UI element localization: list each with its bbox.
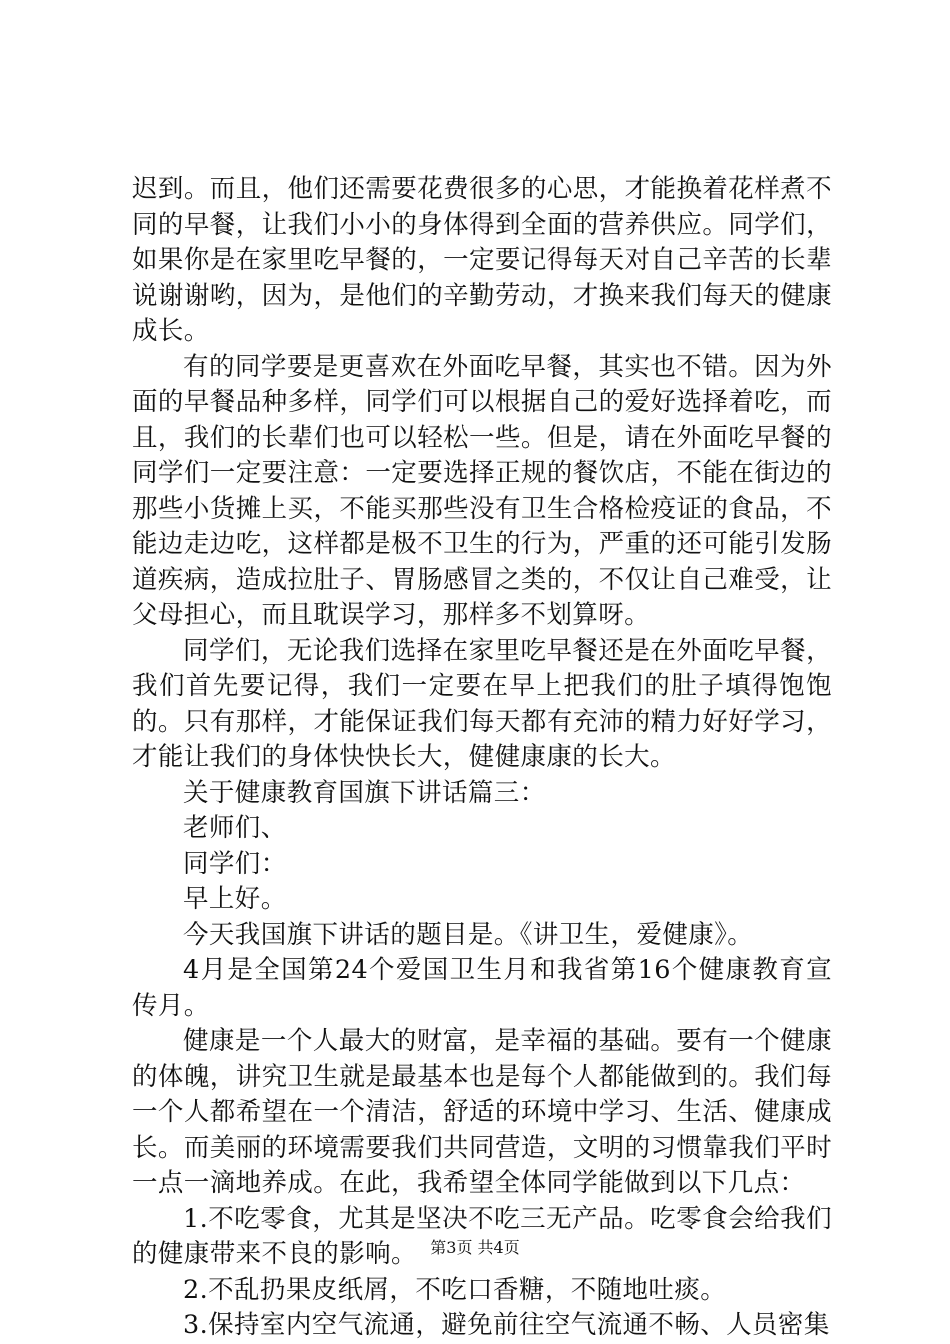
paragraph-fill-stomach: 同学们，无论我们选择在家里吃早餐还是在外面吃早餐，我们首先要记得，我们一定要在早上把我们的肚子填得饱饱的。只有那样，才能保证我们每天都有充沛的精力好好学习，才能让我们的身体快快长大，健健康康的长大。 (132, 635, 832, 772)
paragraph-breakfast-at-home: 迟到。而且，他们还需要花费很多的心思，才能换着花样煮不同的早餐，让我们小小的身体得到全面的营养供应。同学们，如果你是在家里吃早餐的，一定要记得每天对自己辛苦的长辈说谢谢哟，因为，是他们的辛勤劳动，才换来我们每天的健康成长。 (132, 174, 832, 346)
paragraph-breakfast-outside: 有的同学要是更喜欢在外面吃早餐，其实也不错。因为外面的早餐品种多样，同学们可以根据自己的爱好选择着吃，而且，我们的长辈们也可以轻松一些。但是，请在外面吃早餐的同学们一定要注意：一定要选择正规的餐饮店，不能在街边的那些小货摊上买，不能买那些没有卫生合格检疫证的食品，不能边走边吃，这样都是极不卫生的行为，严重的还可能引发肠道疾病，造成拉肚子、胃肠感冒之类的，不仅让自己难受，让父母担心，而且耽误学习，那样多不划算呀。 (132, 351, 832, 630)
paragraph-health-wealth: 健康是一个人最大的财富，是幸福的基础。要有一个健康的体魄，讲究卫生就是最基本也是每个人都能做到的。我们每一个人都希望在一个清洁，舒适的环境中学习、生活、健康成长。而美丽的环境需要我们共同营造，文明的习惯靠我们平时一点一滴地养成。在此，我希望全体同学能做到以下几点： (132, 1026, 832, 1198)
section-heading-speech-three: 关于健康教育国旗下讲话篇三： (183, 777, 546, 808)
page-number-footer: 第3页 共4页 (430, 1238, 520, 1257)
list-item-no-littering: 2.不乱扔果皮纸屑，不吃口香糖，不随地吐痰。 (183, 1274, 727, 1305)
list-item-no-snacks: 1.不吃零食，尤其是坚决不吃三无产品。吃零食会给我们的健康带来不良的影响。 (132, 1203, 832, 1269)
document-body (132, 172, 832, 1344)
paragraph-health-month: 4月是全国第24个爱国卫生月和我省第16个健康教育宣传月。 (132, 955, 832, 1021)
list-item-ventilation: 3.保持室内空气流通，避免前往空气流通不畅、人员密集 (183, 1310, 830, 1340)
greeting-students: 同学们： (183, 848, 287, 879)
speech-topic: 今天我国旗下讲话的题目是。《讲卫生，爱健康》。 (183, 919, 754, 950)
greeting-good-morning: 早上好。 (183, 884, 287, 914)
greeting-teachers: 老师们、 (183, 813, 287, 843)
